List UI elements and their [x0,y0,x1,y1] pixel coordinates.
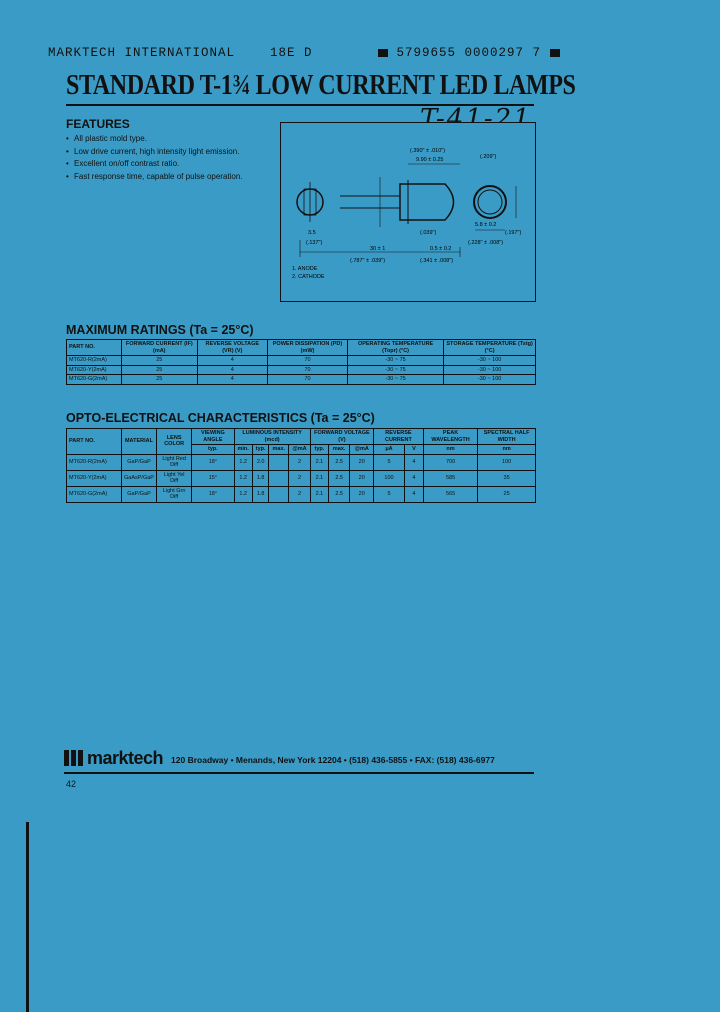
table-cell: -30 ~ 100 [444,375,536,385]
features-list [66,134,256,184]
led-end-view-inner [478,190,502,214]
table-cell: 70 [268,365,348,375]
diagram-label: 3.5 [308,230,316,236]
table-cell: Light Grn Diff [156,486,191,502]
column-header: PEAK WAVELENGTH [423,429,477,445]
table-row [67,375,536,385]
table-cell: Light Red Diff [156,454,191,470]
table-cell: 2 [289,470,311,486]
opto-heading: OPTO-ELECTRICAL CHARACTERISTICS (Ta = 25°C) [66,411,375,425]
table-cell: 2.0 [252,454,269,470]
table-cell: GaAsP/GaP [122,470,157,486]
table-header-row [67,429,536,445]
table-cell: 100 [374,470,405,486]
sub-header: @mA [350,445,374,455]
footer-brand [64,750,495,766]
column-header: REVERSE VOLTAGE (VR) (V) [197,340,268,356]
table-cell: MT620-R(2mA) [67,356,122,366]
table-cell: 565 [423,486,477,502]
diagram-label: (.787" ± .039") [350,258,386,264]
table-cell: 4 [404,454,423,470]
page-number: 42 [66,779,77,789]
sub-header: V [404,445,423,455]
table-cell: 25 [478,486,536,502]
document-header [48,46,542,60]
column-header: STORAGE TEMPERATURE (Tstg) (°C) [444,340,536,356]
opto-table [66,428,536,503]
table-cell: 18° [192,486,234,502]
diagram-label: 1. ANODE [292,266,318,272]
diagram-label: (.197") [505,230,522,236]
table-cell: MT620-G(2mA) [67,375,122,385]
column-header: PART NO. [67,340,122,356]
table-cell: 25 [122,375,198,385]
table-cell: 4 [197,375,268,385]
page-title: STANDARD T-1¾ LOW CURRENT LED LAMPS [66,70,576,101]
table-cell: 1.8 [252,470,269,486]
table-cell: GaP/GaP [122,454,157,470]
sub-header: max. [328,445,349,455]
table-cell: 1.2 [234,454,252,470]
table-cell: 1.8 [252,486,269,502]
footer-rule [64,772,534,774]
company-address: 120 Broadway • Menands, New York 12204 • (518) 436-5855 • FAX: (518) 436-6977 [171,755,495,765]
column-header: VIEWING ANGLE [192,429,234,445]
column-header: FORWARD VOLTAGE (V) [310,429,373,445]
diagram-label: (.228" ± .008") [468,240,504,246]
table-cell: -30 ~ 100 [444,365,536,375]
feature-item: • Fast response time, capable of pulse operation. [66,172,256,183]
sub-header: nm [423,445,477,455]
table-cell [269,470,289,486]
table-cell: 2.1 [310,486,328,502]
sub-header: @mA [289,445,311,455]
led-end-view-right [474,186,506,218]
table-cell: 1.2 [234,470,252,486]
max-ratings-heading: MAXIMUM RATINGS (Ta = 25°C) [66,323,254,337]
features-heading: FEATURES [66,117,130,131]
diagram-label: 5.8 ± 0.2 [475,222,497,228]
table-cell: 2 [289,486,311,502]
header-number [378,46,560,60]
table-cell: 70 [268,375,348,385]
column-header: SPECTRAL HALF WIDTH [478,429,536,445]
column-header: FORWARD CURRENT (IF) (mA) [122,340,198,356]
table-cell: MT620-G(2mA) [67,486,122,502]
column-header: PART NO. [67,429,122,455]
diagram-label: (.039") [420,230,437,236]
table-cell: 2.1 [310,470,328,486]
table-cell: 100 [478,454,536,470]
sub-header: nm [478,445,536,455]
square-mark-icon [378,49,388,57]
column-header: LENS COLOR [156,429,191,455]
marktech-logo-icon [64,750,83,766]
table-cell: 35 [478,470,536,486]
table-cell: 25 [122,365,198,375]
sub-header: min. [234,445,252,455]
header-code: 18E D [270,46,313,60]
diagram-label: (.341 ± .008") [420,258,454,264]
table-row [67,356,536,366]
diagram-label: 2. CATHODE [292,274,325,280]
table-cell: 4 [197,365,268,375]
table-cell: -30 ~ 75 [347,375,443,385]
table-cell: -30 ~ 100 [444,356,536,366]
diagram-label: (.137") [306,240,323,246]
table-cell: 20 [350,470,374,486]
table-cell: 18° [192,454,234,470]
led-dimension-diagram [280,122,536,302]
table-cell: 2.5 [328,454,349,470]
table-cell: 15° [192,470,234,486]
table-cell: 2 [289,454,311,470]
table-cell: 20 [350,454,374,470]
table-cell [269,454,289,470]
diagram-label: (.390" ± .010") [410,148,446,154]
column-header: OPERATING TEMPERATURE (Topr) (°C) [347,340,443,356]
table-cell: 5 [374,486,405,502]
column-header: MATERIAL [122,429,157,455]
square-mark-icon [550,49,560,57]
table-cell: 2.1 [310,454,328,470]
sub-header: μA [374,445,405,455]
column-header: REVERSE CURRENT [374,429,424,445]
scan-edge-mark [26,822,29,1012]
feature-item: • Excellent on/off contrast ratio. [66,159,256,170]
table-cell: 700 [423,454,477,470]
table-row [67,470,536,486]
table-cell: Light Yel Diff [156,470,191,486]
table-cell: MT620-Y(2mA) [67,365,122,375]
table-cell: 4 [404,486,423,502]
sub-header: typ. [252,445,269,455]
table-row [67,486,536,502]
feature-item: • All plastic mold type. [66,134,256,145]
table-cell: 4 [197,356,268,366]
table-cell: 1.2 [234,486,252,502]
table-cell: GaP/GaP [122,486,157,502]
sub-header: typ. [192,445,234,455]
table-cell: -30 ~ 75 [347,356,443,366]
table-cell: 25 [122,356,198,366]
feature-item: • Low drive current, high intensity light emission. [66,147,256,158]
table-cell: 5 [374,454,405,470]
table-header-row [67,340,536,356]
column-header: POWER DISSIPATION (PD) (mW) [268,340,348,356]
table-cell [269,486,289,502]
max-ratings-table [66,339,536,385]
table-cell: -30 ~ 75 [347,365,443,375]
column-header: LUMINOUS INTENSITY (mcd) [234,429,310,445]
table-cell: 585 [423,470,477,486]
table-cell: MT620-Y(2mA) [67,470,122,486]
table-cell: 2.5 [328,486,349,502]
brand-name: marktech [87,748,164,768]
diagram-label: 0.5 ± 0.2 [430,246,452,252]
diagram-label: 30 ± 1 [370,246,386,252]
table-row [67,454,536,470]
table-cell: MT620-R(2mA) [67,454,122,470]
table-cell: 70 [268,356,348,366]
diagram-label: (.209") [480,154,497,160]
company-name: MARKTECH INTERNATIONAL [48,46,236,60]
table-cell: 2.5 [328,470,349,486]
header-number-text: 5799655 0000297 7 [396,46,542,60]
table-cell: 4 [404,470,423,486]
sub-header: typ. [310,445,328,455]
sub-header: max. [269,445,289,455]
table-cell: 20 [350,486,374,502]
diagram-label: 9.90 ± 0.25 [416,157,444,163]
table-row [67,365,536,375]
handwritten-annotation: T-41-21 [420,104,532,134]
